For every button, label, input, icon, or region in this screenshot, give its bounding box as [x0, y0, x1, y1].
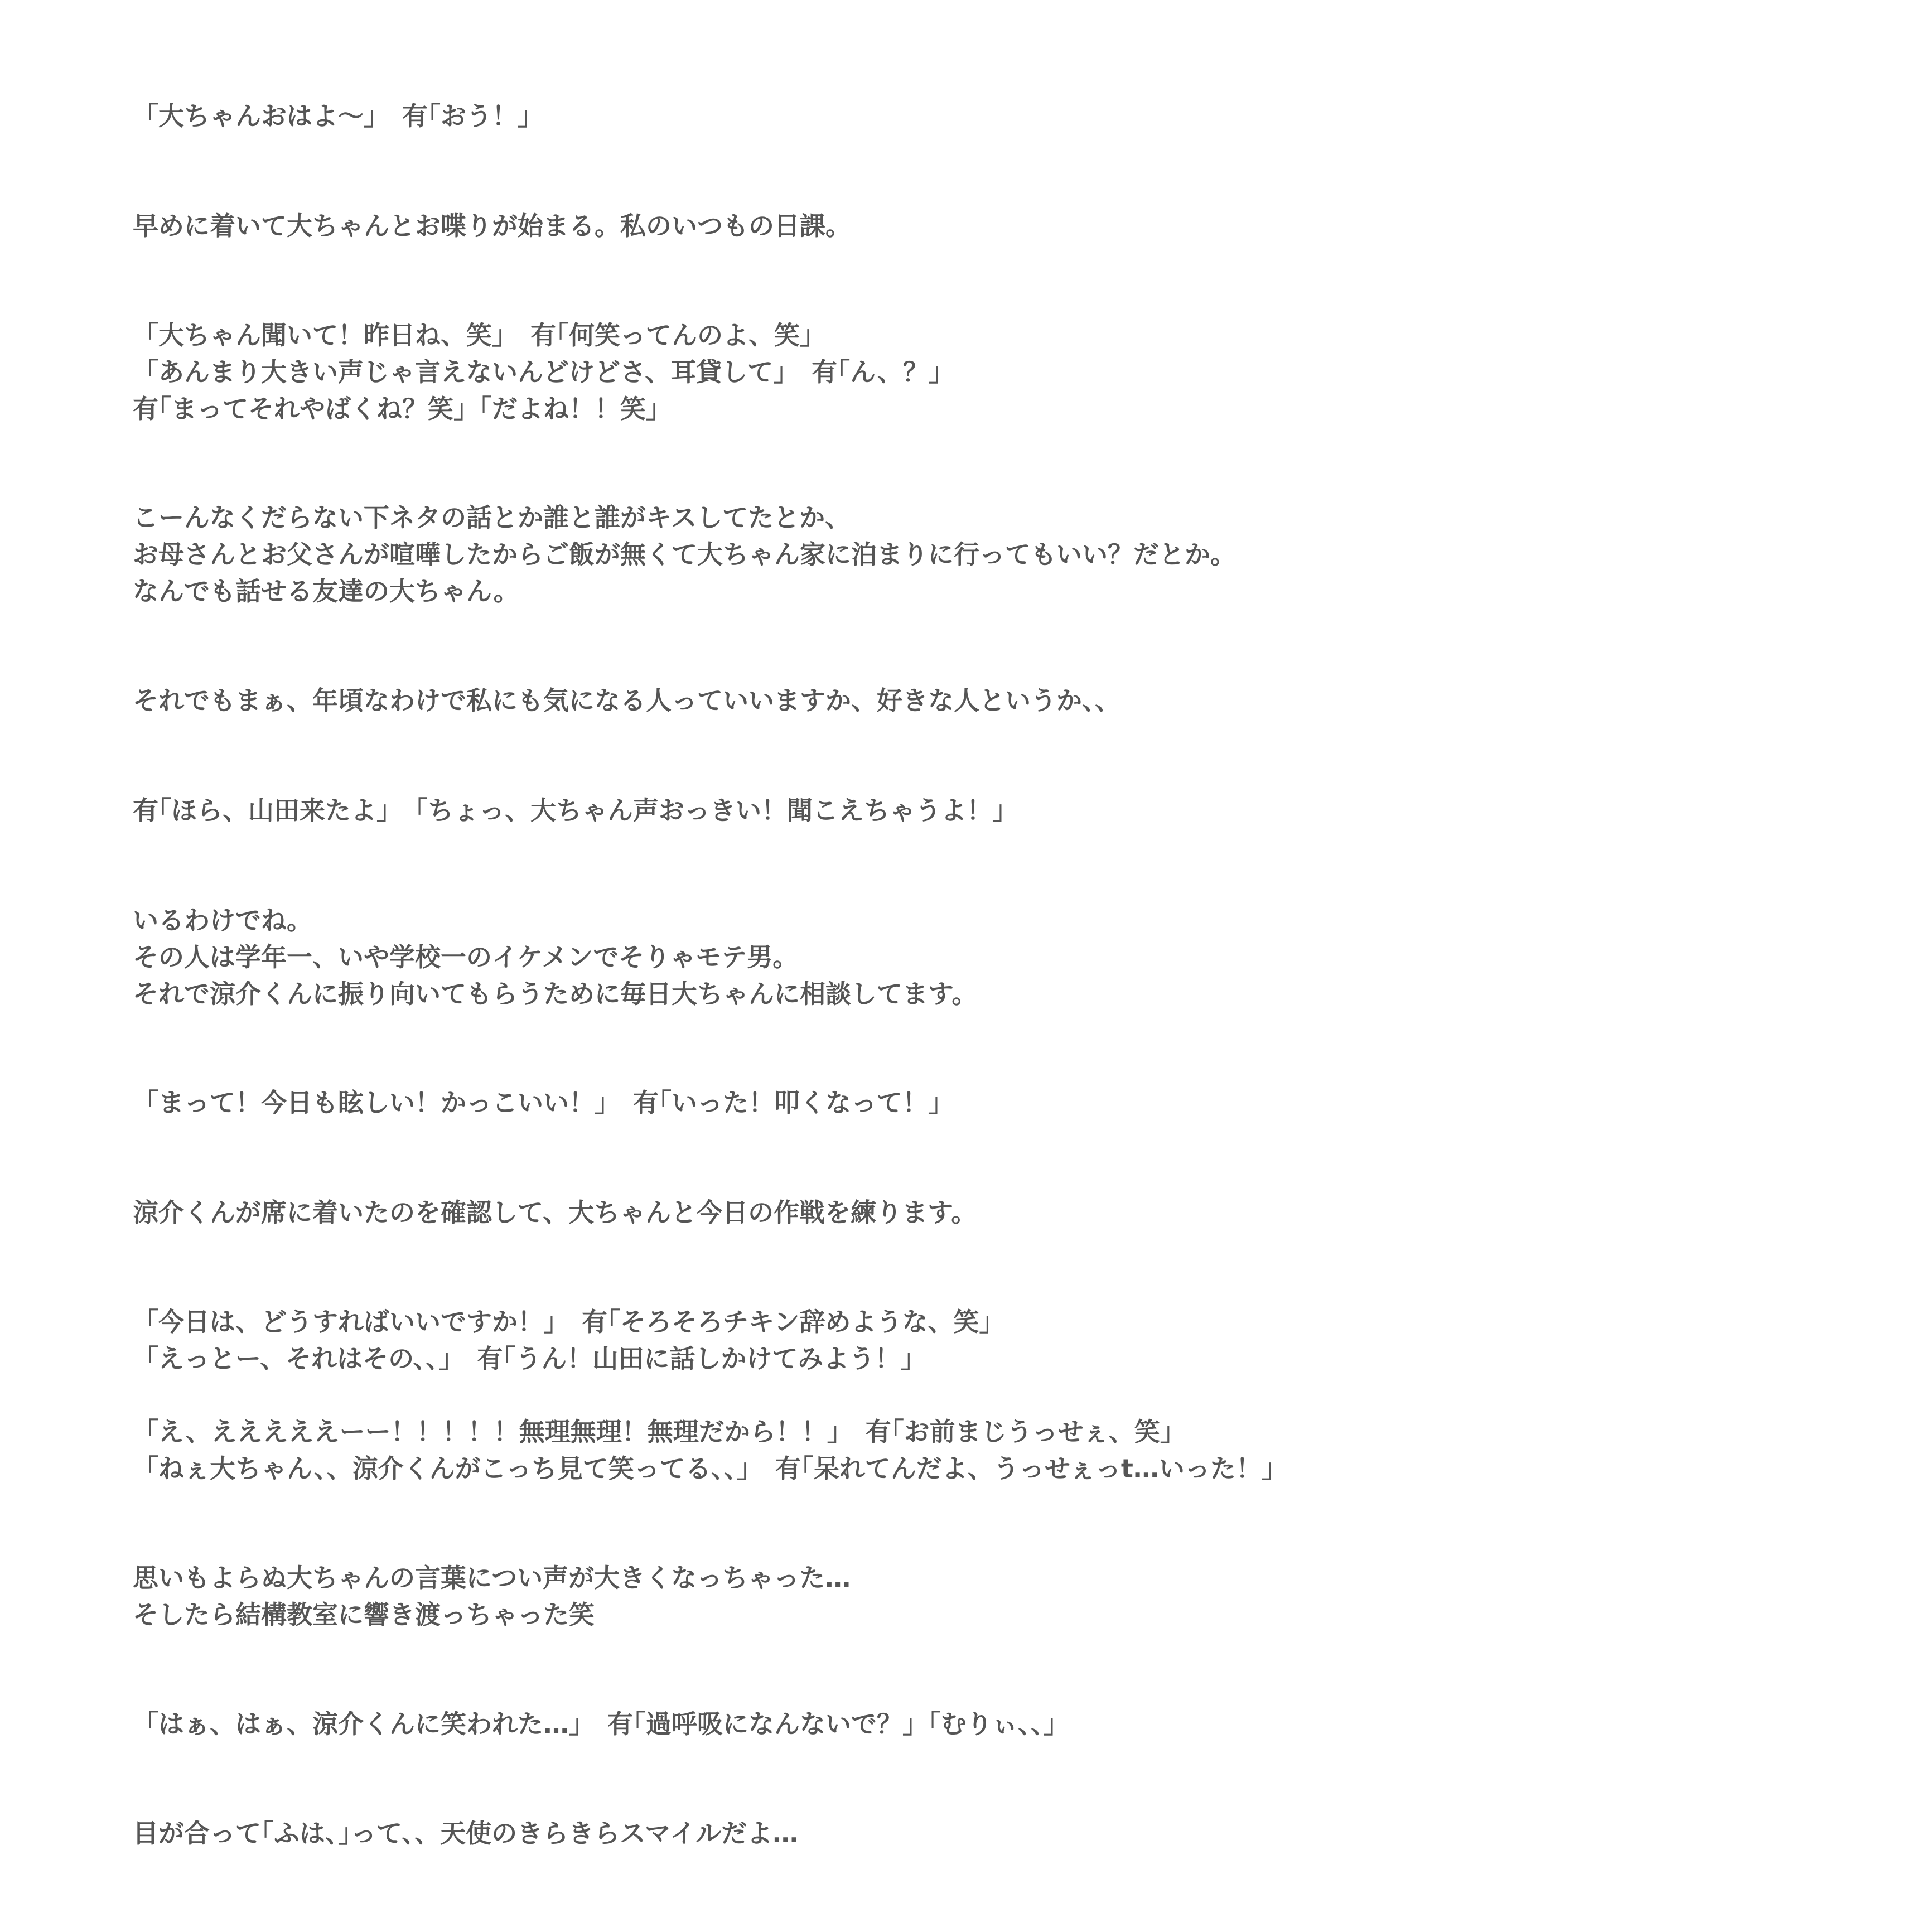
text-line: 「えっとー、それはその、、」 有｢うん！山田に話しかけてみよう！｣: [133, 1344, 914, 1374]
text-line: なんでも話せる友達の大ちゃん。: [133, 576, 519, 606]
text-line: 「はぁ、はぁ、涼介くんに笑われた…」 有｢過呼吸になんないで？｣「むりぃ、、」: [133, 1709, 1069, 1739]
text-line: 「え、えええええーー！！！！！無理無理！無理だから！！」 有｢お前まじうっせぇ、笑｣: [133, 1417, 1173, 1447]
text-line: 目が合って｢ふは、｣って、、天使のきらきらスマイルだよ…: [133, 1818, 799, 1848]
text-line: 「大ちゃん聞いて！昨日ね、笑」 有｢何笑ってんのよ、笑｣: [133, 320, 813, 350]
text-line: 早めに着いて大ちゃんとお喋りが始まる。私のいつもの日課。: [133, 211, 851, 241]
text-line: こーんなくだらない下ネタの話とか誰と誰がキスしてたとか、: [133, 503, 851, 533]
text-line: そしたら結構教室に響き渡っちゃった笑: [133, 1600, 595, 1630]
text-line: 「今日は、どうすればいいですか！」 有｢そろそろチキン辞めような、笑｣: [133, 1307, 992, 1337]
text-line: 有｢まってそれやばくね？笑｣「だよね！！笑」: [133, 394, 672, 424]
text-line: それでもまぁ、年頃なわけで私にも気になる人っていいますか、好きな人というか、、: [133, 685, 1120, 716]
text-line: その人は学年一、いや学校一のイケメンでそりゃモテ男。: [133, 942, 799, 972]
text-line: 有｢ほら、山田来たよ｣ 「ちょっ、大ちゃん声おっきい！聞こえちゃうよ！」: [133, 795, 1018, 825]
text-line: 「大ちゃんおはよ〜」 有｢おう！｣: [133, 101, 530, 131]
text-line: いるわけでね。: [133, 905, 312, 935]
text-line: 涼介くんが席に着いたのを確認して、大ちゃんと今日の作戦を練ります。: [133, 1197, 977, 1228]
text-line: それで涼介くんに振り向いてもらうために毎日大ちゃんに相談してます。: [133, 979, 978, 1009]
text-line: 「ねぇ大ちゃん、、涼介くんがこっち見て笑ってる、、」 有｢呆れてんだよ、うっせぇっt…いった！｣: [133, 1453, 1274, 1484]
text-line: 「あんまり大きい声じゃ言えないんどけどさ、耳貸して」 有｢ん、？｣: [133, 357, 941, 387]
text-line: お母さんとお父さんが喧嘩したからご飯が無くて大ちゃん家に泊まりに行ってもいい？だとか。: [133, 539, 1236, 569]
text-line: 思いもよらぬ大ちゃんの言葉につい声が大きくなっちゃった…: [133, 1563, 851, 1593]
text-line: 「まって！今日も眩しい！かっこいい！」 有｢いった！叩くなって！｣: [133, 1088, 941, 1118]
